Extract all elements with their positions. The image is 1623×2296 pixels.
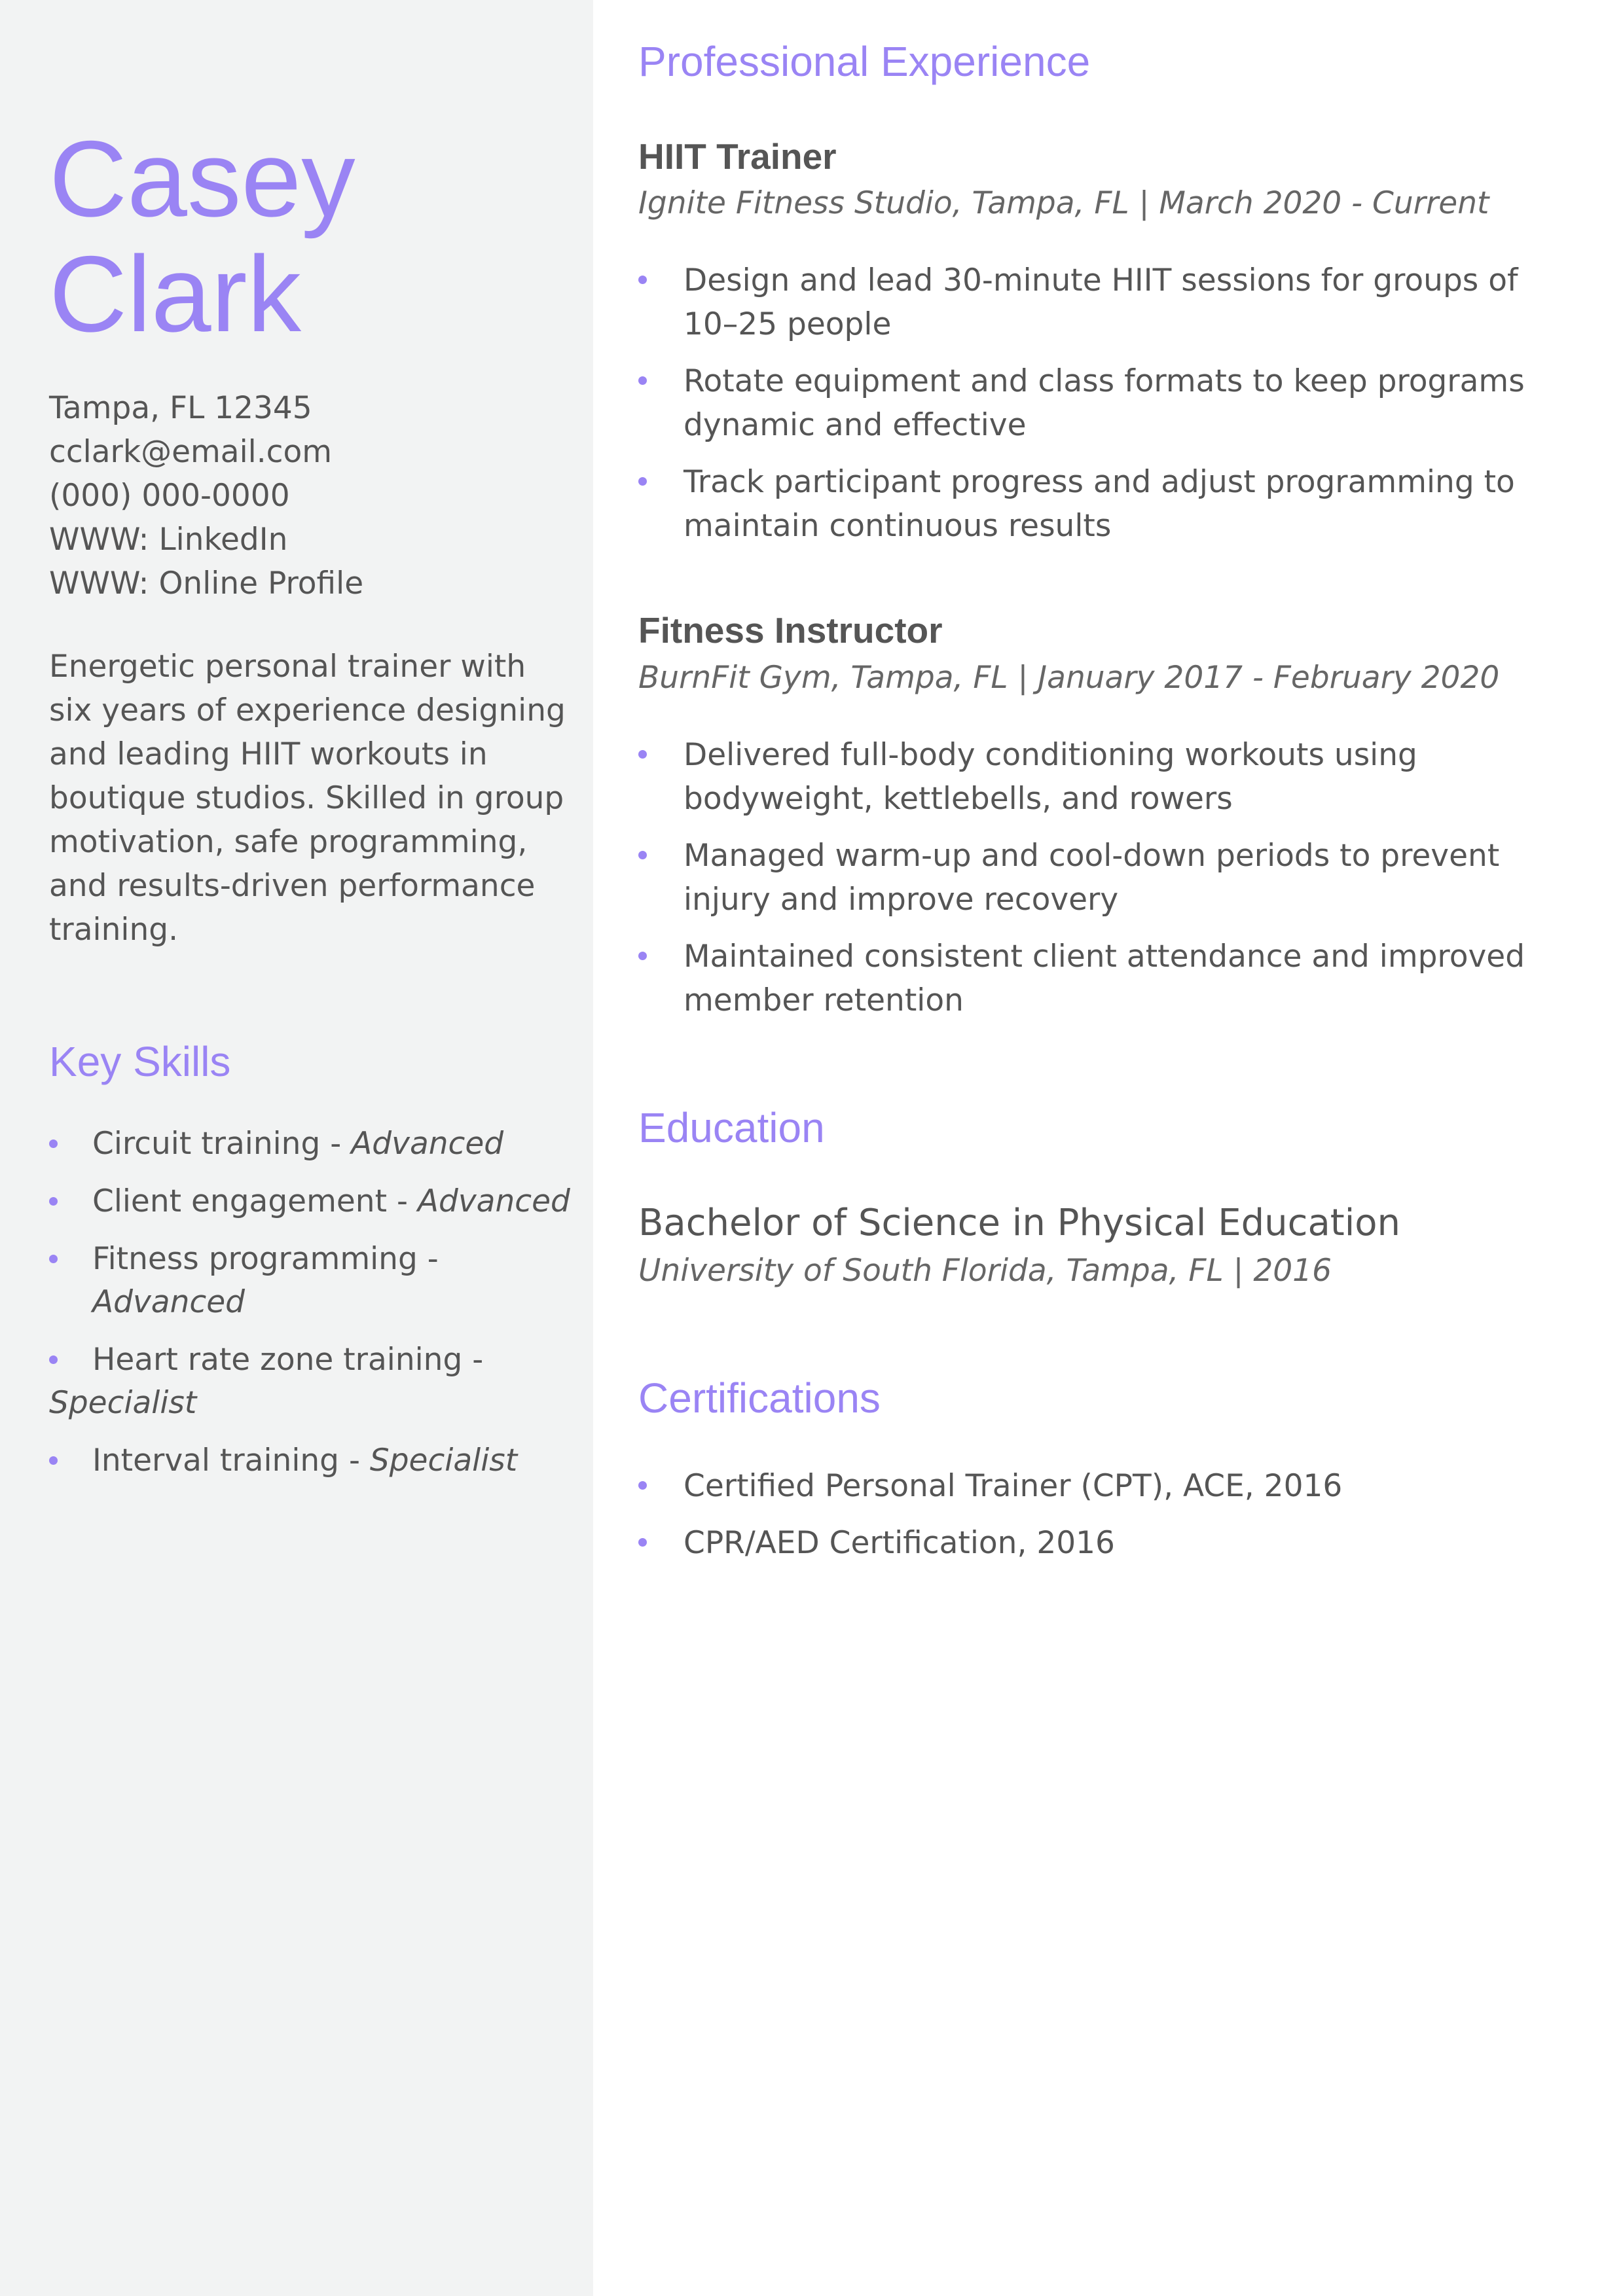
contact-info [49,386,363,605]
last-name: Clark [49,234,302,354]
skill-item: Fitness programming - Advanced [49,1238,573,1324]
contact-website-link[interactable]: WWW: Online Profile [49,565,364,601]
skill-item: Interval training - Specialist [49,1439,573,1482]
job-bullet: Maintained consistent client attendance and improved member retention [638,935,1575,1022]
contact-location: Tampa, FL 12345 [49,390,312,426]
skill-name: Heart rate zone training [92,1342,463,1378]
certification-item: CPR/AED Certification, 2016 [638,1521,1575,1565]
summary: Energetic personal trainer with six years of experience designing and leading HIIT workouts in boutique studios. Skilled in group motivation, safe programming, and results-driven performance training. [49,649,566,948]
job-bullet: Track participant progress and adjust programming to maintain continuous results [638,460,1575,548]
skill-item: Circuit training - Advanced [49,1122,573,1166]
job-bullet: Managed warm-up and cool-down periods to prevent injury and improve recovery [638,834,1575,922]
main-content [593,0,1623,2296]
experience-heading: Professional Experience [638,38,1091,85]
job-meta: BurnFit Gym, Tampa, FL | January 2017 - February 2020 [638,660,1500,696]
skills-heading: Key Skills [49,1038,231,1085]
skills-list [49,1122,573,1497]
skill-level: Specialist [49,1385,197,1421]
certifications-list [638,1464,1575,1578]
contact-phone: (000) 000-0000 [49,478,290,514]
certification-item: Certified Personal Trainer (CPT), ACE, 2016 [638,1464,1575,1508]
job-bullets [638,259,1575,561]
skill-name: Circuit training [92,1126,321,1162]
candidate-name [49,118,356,354]
skill-level: Advanced [92,1284,245,1320]
contact-email[interactable]: cclark@email.com [49,434,333,470]
skill-level: Advanced [351,1126,504,1162]
job-bullet: Rotate equipment and class formats to keep programs dynamic and effective [638,359,1575,447]
job-bullets [638,733,1575,1035]
education-meta: University of South Florida, Tampa, FL | 2016 [638,1253,1332,1289]
skill-item: Client engagement - Advanced [49,1180,573,1223]
job-meta: Ignite Fitness Studio, Tampa, FL | March 2020 - Current [638,185,1489,221]
skill-name: Client engagement [92,1183,388,1219]
skill-name: Fitness programming [92,1241,418,1277]
skill-level: Specialist [369,1443,518,1479]
job-title: HIIT Trainer [638,136,837,177]
skill-name: Interval training [92,1443,340,1479]
education-heading: Education [638,1104,825,1151]
skill-level: Advanced [417,1183,570,1219]
contact-linkedin-link[interactable]: WWW: LinkedIn [49,522,288,558]
first-name: Casey [49,118,356,239]
degree: Bachelor of Science in Physical Education [638,1202,1401,1244]
job-title: Fitness Instructor [638,610,943,651]
sidebar [0,0,593,2296]
skill-item: Heart rate zone training - Specialist [49,1338,573,1425]
job-bullet: Design and lead 30-minute HIIT sessions for groups of 10–25 people [638,259,1575,346]
job-bullet: Delivered full-body conditioning workouts using bodyweight, kettlebells, and rowers [638,733,1575,821]
certifications-heading: Certifications [638,1374,881,1422]
